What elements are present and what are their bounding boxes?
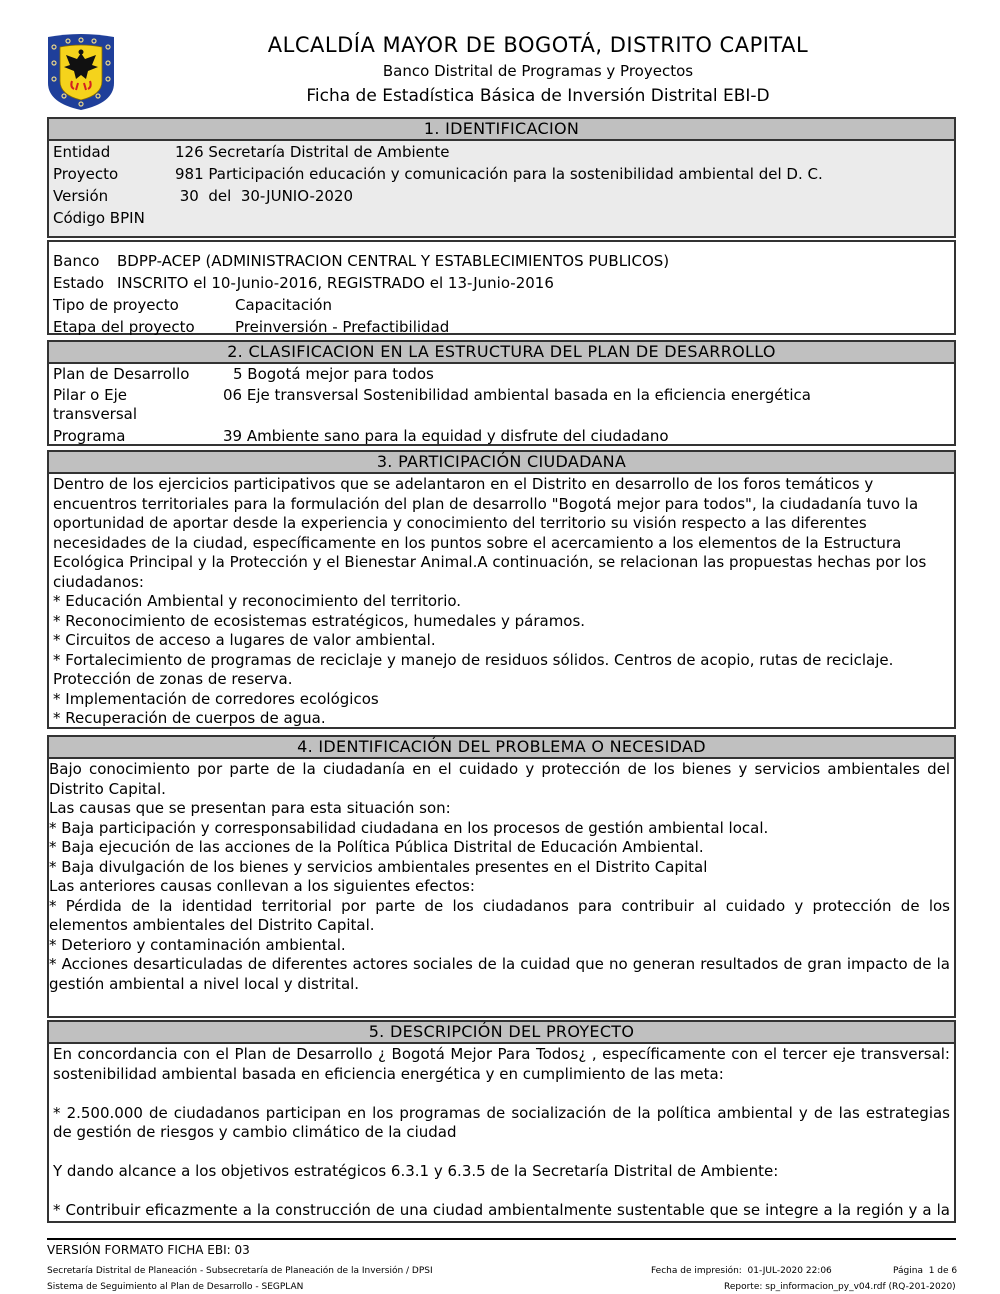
section-heading: 3. PARTICIPACIÓN CIUDADANA (49, 452, 954, 474)
list-item: * Recuperación de cuerpos de agua. (53, 709, 326, 727)
list-item: * Deterioro y contaminación ambiental. (49, 935, 346, 954)
field-proyecto (49, 163, 954, 185)
field-label: Banco (53, 252, 100, 270)
field-value: INSCRITO el 10-Junio-2016, REGISTRADO el 13-Junio-2016 (117, 274, 554, 292)
field-value: Preinversión - Prefactibilidad (235, 318, 450, 336)
field-entidad (49, 141, 954, 163)
section-descripcion (47, 1020, 956, 1223)
section-clasificacion (47, 340, 956, 446)
field-value: 981 Participación educación y comunicación para la sostenibilidad ambiental del D. C. (175, 165, 823, 183)
field-estado (49, 272, 954, 294)
list-item: * Baja ejecución de las acciones de la Política Pública Distrital de Educación Ambiental. (49, 838, 704, 856)
footer-divider (47, 1238, 956, 1240)
problema-line: Bajo conocimiento por parte de la ciudadanía en el cuidado y protección de los bienes y servicios ambientales del Distrito Capital. (49, 760, 950, 798)
section-identificacion (47, 117, 956, 238)
field-label: Entidad (53, 143, 111, 161)
problema-content (49, 759, 954, 994)
field-banco (49, 250, 954, 272)
field-value: Capacitación (235, 296, 332, 314)
descripcion-paragraph: En concordancia con el Plan de Desarrollo ¿ Bogotá Mejor Para Todos¿ , específicamente con el tercer eje transversal: sostenibilidad ambiental basada en eficiencia energética y en cumplimiento de las meta: (53, 1045, 950, 1083)
field-value: 39 Ambiente sano para la equidad y disfrute del ciudadano (223, 427, 669, 445)
field-label: Código BPIN (53, 209, 145, 227)
footer-secretaria: Secretaría Distrital de Planeación - Subsecretaría de Planeación de la Inversión / DPSI (47, 1266, 433, 1276)
field-value: 5 Bogotá mejor para todos (233, 365, 434, 383)
list-item: * Pérdida de la identidad territorial por parte de los ciudadanos para contribuir al cuidado y protección de los elementos ambientales del Distrito Capital. (49, 896, 950, 934)
field-value: 06 Eje transversal Sostenibilidad ambiental basada en la eficiencia energética (223, 386, 811, 404)
list-item: * Baja participación y corresponsabilidad ciudadana en los procesos de gestión ambiental local. (49, 818, 769, 837)
field-label: Pilar o Eje (53, 386, 127, 404)
header-subtitle: Banco Distrital de Programas y Proyectos (382, 62, 694, 80)
form-title: Ficha de Estadística Básica de Inversión Distrital EBI-D (306, 86, 770, 106)
participacion-content (49, 474, 954, 729)
field-value: BDPP-ACEP (ADMINISTRACION CENTRAL Y ESTABLECIMIENTOS PUBLICOS) (117, 252, 670, 270)
field-label: Programa (53, 427, 126, 445)
section-participacion (47, 450, 956, 729)
list-item: * Educación Ambiental y reconocimiento del territorio. (53, 592, 462, 610)
field-value: 30 del 30-JUNIO-2020 (175, 187, 354, 205)
list-item: Protección de zonas de reserva. (53, 670, 293, 688)
section-problema (47, 735, 956, 1018)
footer-report: Reporte: sp_informacion_py_v04.rdf (RQ-201-2020) (724, 1282, 956, 1292)
field-programa (49, 424, 954, 446)
field-plan-desarrollo (49, 364, 954, 384)
list-item: * Implementación de corredores ecológicos (53, 689, 379, 708)
section-heading: 4. IDENTIFICACIÓN DEL PROBLEMA O NECESIDAD (49, 737, 954, 759)
field-pilar-eje (49, 384, 954, 404)
problema-line: Las causas que se presentan para esta situación son: (49, 799, 451, 817)
footer-print-date: Fecha de impresión: 01-JUL-2020 22:06 (651, 1266, 832, 1276)
section-heading: 1. IDENTIFICACION (49, 119, 954, 141)
field-value: 126 Secretaría Distrital de Ambiente (175, 143, 450, 161)
field-label: Etapa del proyecto (53, 318, 195, 336)
field-pilar-eje-cont (49, 404, 954, 424)
section-heading: 5. DESCRIPCIÓN DEL PROYECTO (49, 1022, 954, 1044)
field-label: transversal (53, 405, 138, 423)
list-item: * Baja divulgación de los bienes y servicios ambientales presentes en el Distrito Capital (49, 857, 708, 876)
field-tipo-proyecto (49, 294, 954, 316)
participacion-intro: Dentro de los ejercicios participativos que se adelantaron en el Distrito en desarrollo de los foros temáticos y encuentros territoriales para la formulación del plan de desarrollo "Bogotá mejor para todos", la ciudadanía tuvo la oportunidad de aportar desde la experiencia y conocimiento del territorio su visión respecto a las diferentes necesidades de la ciudad, específicamente en los puntos sobre el acercamiento a los elementos de la Estructura Ecológica Principal y la Protección y el Bienestar Animal.A continuación, se relacionan las propuestas hechas por los ciudadanos: (53, 475, 927, 591)
section-banco (47, 240, 956, 335)
field-label: Plan de Desarrollo (53, 365, 190, 383)
descripcion-paragraph: * 2.500.000 de ciudadanos participan en los programas de socialización de la política ambiental y de las estrategias de gestión de riesgos y cambio climático de la ciudad (53, 1103, 950, 1141)
field-etapa-proyecto (49, 316, 954, 338)
footer-version: VERSIÓN FORMATO FICHA EBI: 03 (47, 1243, 250, 1257)
footer-sistema: Sistema de Seguimiento al Plan de Desarrollo - SEGPLAN (47, 1282, 304, 1292)
problema-line: Las anteriores causas conllevan a los siguientes efectos: (49, 877, 475, 895)
header-title: ALCALDÍA MAYOR DE BOGOTÁ, DISTRITO CAPITAL (267, 33, 809, 57)
field-label: Estado (53, 274, 105, 292)
descripcion-paragraph: Y dando alcance a los objetivos estratégicos 6.3.1 y 6.3.5 de la Secretaría Distrital de Ambiente: (53, 1162, 779, 1180)
field-codigo-bpin (49, 207, 954, 229)
list-item: * Circuitos de acceso a lugares de valor ambiental. (53, 631, 436, 649)
section-heading: 2. CLASIFICACION EN LA ESTRUCTURA DEL PLAN DE DESARROLLO (49, 342, 954, 364)
field-version (49, 185, 954, 207)
descripcion-content (49, 1044, 954, 1221)
descripcion-paragraph: * Contribuir eficazmente a la construcción de una ciudad ambientalmente sustentable que se integre a la región y a la (53, 1201, 950, 1219)
field-label: Versión (53, 187, 109, 205)
list-item: * Reconocimiento de ecosistemas estratégicos, humedales y páramos. (53, 611, 586, 630)
field-label: Tipo de proyecto (53, 296, 179, 314)
list-item: * Fortalecimiento de programas de reciclaje y manejo de residuos sólidos. Centros de acopio, rutas de reciclaje. (53, 650, 894, 669)
list-item: * Acciones desarticuladas de diferentes actores sociales de la cuidad que no generan resultados de gran impacto de la gestión ambiental a nivel local y distrital. (49, 955, 950, 993)
footer-page-number: Página 1 de 6 (893, 1266, 958, 1276)
field-label: Proyecto (53, 165, 119, 183)
